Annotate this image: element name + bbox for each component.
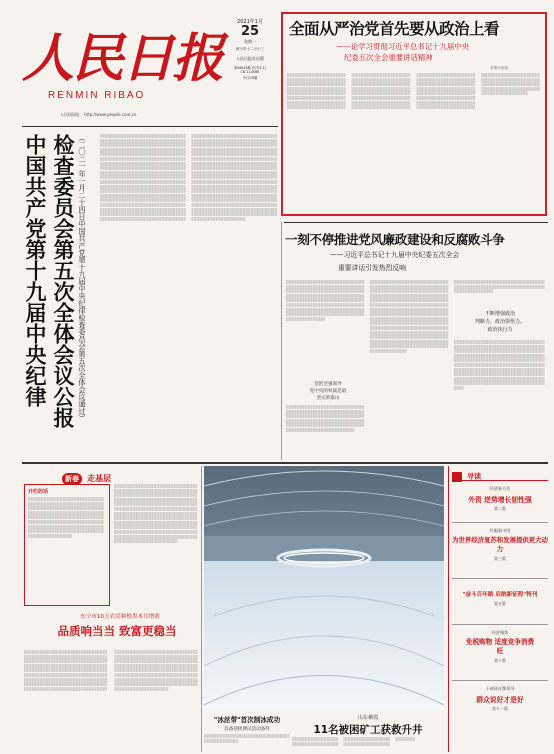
sidebar-rule-3 <box>452 624 548 625</box>
website: 人民网网址：http://www.people.com.cn <box>60 112 137 117</box>
reaction-body-5: ░░░░░░░░░░░░░░░░░░░░░░░░░░░░░░░░░░░░░░░░░░░░░░░░░░░░░░░░░░░░░░░░░░░░░░░░░░░░░░░░░░░░░░░░░░░░░░░░░░░░░░░░░░░░░░░░░░░░░░░░░░░░░░░░░░░░░░░░░░░░░░░░░░░░░░░░░░░░░░░░░░░░░░░░░░░░░░░░░░░░░░░░░░░░░░░░░░░░░░░░░░░░░░░░░░░░░░░░░░░░░░░░░░░░░░░░░░░░░░░░░░░░░░░░░░░░░░░░░░░░░░░░░░░░░░░░░░░░░░░░░░░░░░░░░░░░░░░░░░░░░░░░░░░░░░░░░░░░░░░░░░░░░░░░░░░░░░░░░░░░░░░░░░░░░░░░░░░░░░░░░░░░░░░░░░░░░░ <box>454 340 545 390</box>
commentary-byline: 本报评论部 <box>490 66 508 70</box>
sidebar-item-kicker: 经济聚焦 <box>491 630 509 635</box>
reaction-body-1: ░░░░░░░░░░░░░░░░░░░░░░░░░░░░░░░░░░░░░░░░░░░░░░░░░░░░░░░░░░░░░░░░░░░░░░░░░░░░░░░░░░░░░░░░░░░░░░░░░░░░░░░░░░░░░░░░░░░░░░░░░░░░░░░░░░░░░░░░░░░░░░░░░░░░░░░░░░░░░░░░░░░░░░░░░░░░░░░░░░░░░░░░░░░░░░░░░░░░░░░░░░░░░░░░░░░░░░░░░░░░░░░░░░░░░░░░░░░░░░░░░░░░░░░░░░░░░░░░░░░░░░░░░░░░░░░░ <box>286 280 365 321</box>
sidebar-rule-1 <box>452 522 548 523</box>
sidebar-item-title: 为世界经济复苏和发展提供更大动力 <box>452 536 548 553</box>
sidebar-item-page: 第三版 <box>494 556 506 561</box>
miners-body: ░░░░░░░░░░░░░░░░░░░░░░░░░░░░░░░░░░░░░░░░░░░░░░░░░░░░░░░░░░░░░░░░░░░░░░░░░░░░░░░░░░░░ <box>292 737 415 746</box>
sidebar-item-page: 第五版 <box>494 601 506 606</box>
miners-headline: 11名被困矿工获救升井 <box>313 724 423 736</box>
column-banner <box>62 466 152 483</box>
sidebar-item-title: 免税购物 适度竞争消费旺 <box>465 638 535 655</box>
issue-no: 第26043期 (代号1-1) <box>234 66 266 70</box>
miners-kicker: 山东栖霞 <box>357 715 379 721</box>
publisher: 人民日报社出版 <box>236 56 264 61</box>
communique-subtitle: （二〇二一年一月二十四日中国共产党第十九届中央纪律检查委员会第五次全体会议通过） <box>78 134 87 422</box>
sidebar-item-page: 第二版 <box>494 506 506 511</box>
black-fungus-kicker: 东宁市10万农民种植黑木耳增收 <box>80 614 160 620</box>
opening-title: 开栏的话 <box>28 489 49 495</box>
commentary-subtitle-2: 纪委五次全会重要讲话精神 <box>344 53 433 62</box>
pull-line-1: 党的坚强领导 <box>314 382 342 387</box>
date-year-month: 2021年1月 <box>237 19 263 25</box>
reaction-subtitle-2: 重要讲话引发热烈反响 <box>338 264 406 272</box>
sidebar-header <box>452 466 548 481</box>
ice-ribbon-image <box>204 466 444 710</box>
sidebar-item-kicker: 经济新方位 <box>489 486 511 491</box>
sidebar-item-3[interactable] <box>452 590 548 607</box>
right-pull-line-2: 判断力、政治领悟力、 <box>474 319 525 325</box>
opening-body: ░░░░░░░░░░░░░░░░░░░░░░░░░░░░░░░░░░░░░░░░░░░░░░░░░░░░░░░░░░░░░░░░░░░░░░░░░░░░░░░░░░░░░░░░░░░░░░░░░░░░░░░░░░░░░░░░░░░░░░░░░░░░░░░░░░░░░░░░░░░░░░░░░░░░░░░░░░░░░░░░░░░░░░░░░░░░░░░░░░░░░░░░░░░░░░░░░░░░░░░░░░░░░░░░░░░░░░░░░░░░░░░░░░░░░░░░░░░░░░░░░░░░░░░░░░░░░░░░░░░░░░░░░░ <box>28 497 104 538</box>
reaction-pull-quote <box>295 381 361 402</box>
black-fungus-body: ░░░░░░░░░░░░░░░░░░░░░░░░░░░░░░░░░░░░░░░░░░░░░░░░░░░░░░░░░░░░░░░░░░░░░░░░░░░░░░░░░░░░░░░░░░░░░░░░░░░░░░░░░░░░░░░░░░░░░░░░░░░░░░░░░░░░░░░░░░░░░░░░░░░░░░░░░░░░░░░░░░░░░░░░░░░░░░░░░░░░░░░░░░░░░░░░░░░░░░░░░░░░░░░░░░░░░░░░░░░░░░░░░░░░░░░░░░░░░░░░░░░░░░░░░░░░░░░░░░░░░░░░░░░░░░░░░░░░░░░░░░░░░░░░░░░░░░░░░░░░░░░░░░░░░░░░░░░░░░░░░░░░░░░░░░░░░░░░░░░░░░░░░░░░░░░░░░░░░░░░░░░░░░░░░░░░░░░░░░░░░░░░░░░░░░░░░░░░░░░░░░░░░░░░░░░░░░░░░░░░░░░░░░░░░░░░░░░░░░░░░░░░░░░░░░░░░░░░░░░░░░░░░░░░░░░░░░░░░░░░░░░░░░░░░░░░░░░░░░░░░░░░░░░░░░░░░░░░░░░░░░░░░░░░░░░░░░░░░░░░░░░░░░░░░░░░░░░░░░░░░░░░░░░░░░░░░░░░░░░░░░░░░░░░░░░░░░░░░░░░ <box>24 650 198 691</box>
sidebar-item-title: 外资 逆势增长韧性强 <box>468 496 532 504</box>
sidebar-item-2[interactable] <box>452 528 548 562</box>
photo-caption-title: "冰丝带"首次制冰成功 <box>213 716 281 724</box>
sidebar-item-page: 第十一版 <box>492 706 508 711</box>
communique-body: ░░░░░░░░░░░░░░░░░░░░░░░░░░░░░░░░░░░░░░░░░░░░░░░░░░░░░░░░░░░░░░░░░░░░░░░░░░░░░░░░░░░░░░░░░░░░░░░░░░░░░░░░░░░░░░░░░░░░░░░░░░░░░░░░░░░░░░░░░░░░░░░░░░░░░░░░░░░░░░░░░░░░░░░░░░░░░░░░░░░░░░░░░░░░░░░░░░░░░░░░░░░░░░░░░░░░░░░░░░░░░░░░░░░░░░░░░░░░░░░░░░░░░░░░░░░░░░░░░░░░░░░░░░░░░░░░░░░░░░░░░░░░░░░░░░░░░░░░░░░░░░░░░░░░░░░░░░░░░░░░░░░░░░░░░░░░░░░░░░░░░░░░░░░░░░░░░░░░░░░░░░░░░░░░░░░░░░░░░░░░░░░░░░░░░░░░░░░░░░░░░░░░░░░░░░░░░░░░░░░░░░░░░░░░░░░░░░░░░░░░░░░░░░░░░░░░░░░░░░░░░░░░░░░░░░░░░░░░░░░░░░░░░░░░░░░░░░░░░░░░░░░░░░░░░░░░░░░░░░░░░░░░░░░░░░░░░░░░░░░░░░░░░░░░░░░░░░░░░░░░░░░░░░░░░░░░░░░░░░░░░░░░░░░░░░░░░░░░░░░░░░░░░░░░░░░░░░░░░░░░░░░░░░░░░░░░░░░░░░░░░░░░░░░░░░░░░░░░░░░░░░░░░░░░░░░░░░░░░░░░░░░░░░░░░░░░░░░░░░░░░░░░░░░░░░░░░░░░░░░░░░░░░░░░░░░░░░░░░░░░░░░░░░░░░░░░░░░░░░░░░░░░░░░░░░░░░░░░░░░░░░░░░░░░░░░░░░░░░░░░░░░░░░░░░░░░░░░░░░░░░░░░░░░░░░░░░░░░░░░░░░░░░░░░░░░░░░░░░░░░░░░░░░░░░░░░░░░░░░░░░░░░░░░░░░░░░░░░░░░░░░░░░░░░░░░░░░░░░░░░░░░░░░░░░░░░░░░░░░░░░░░░░░░░░░░░░░░░░░░░░░░░░░░░░░░░░░░░░░░░░░░░░░░░░░░░░░░░░░░░░░░░░░░░░░░░░░░░░░░░░░░░░░░░░░░░░░░░░░░░░░░░░░░░░░░░░░░░░░░░░░░░░░░░░░░░░░░░░░░░░░░░░░░░░░░░░░░░░░░░░░░░░░░░░░░░░░░░░░░░░░░░░░░░░░░░░░░░░░░░░░░░░░░░░░░░░░░░░░░░░░░░░░░░░░░░░░░░░░░░░░░░░░░░░░░░░░░░░░░░░░░░░░░░░░░░░░░░░░░░░░░░░░░░░░░░░░░░░░░░░░░░░░░░░░░░░░░░░░░░░░░░░░░░░░░░░░░░░░░░░░░░░░░░░░░░░░░░░░░░░░░░░░░░░░░░░░░░░ <box>100 134 278 221</box>
masthead-title: 人民日报 <box>22 28 223 89</box>
divider-v-1 <box>281 222 282 460</box>
column-badge: 新春 <box>62 473 82 485</box>
photo-caption-sub: 具备迎接测试活动条件 <box>224 727 270 732</box>
sidebar-rule-4 <box>452 680 548 681</box>
date-block <box>224 18 276 81</box>
pull-line-2: 党中央的权威是最 <box>309 389 347 394</box>
sidebar-header-label: 导读 <box>467 472 482 481</box>
divider-mid-right <box>284 222 548 223</box>
date-day: 25 <box>240 24 260 39</box>
sidebar-rule-0 <box>452 480 548 481</box>
right-pull-line-1: 不断增强政治 <box>484 311 515 317</box>
commentary-body: ░░░░░░░░░░░░░░░░░░░░░░░░░░░░░░░░░░░░░░░░░░░░░░░░░░░░░░░░░░░░░░░░░░░░░░░░░░░░░░░░░░░░░░░░░░░░░░░░░░░░░░░░░░░░░░░░░░░░░░░░░░░░░░░░░░░░░░░░░░░░░░░░░░░░░░░░░░░░░░░░░░░░░░░░░░░░░░░░░░░░░░░░░░░░░░░░░░░░░░░░░░░░░░░░░░░░░░░░░░░░░░░░░░░░░░░░░░░░░░░░░░░░░░░░░░░░░░░░░░░░░░░░░░░░░░░░░░░░░░░░░░░░░░░░░░░░░░░░░░░░░░░░░░░░░░░░░░░░░░░░░░░░░░░░░░░░░░░░░░░░░░░░░░░░░░░░░░░░░░░░░░░░░░░░░░░░░░░░░░░░░░░░░░░░░░░░░░░░░░░░░░░░░░░░░░░░░░░░░░░░░░░░░░░░░░░░░░░░░░░░░░░░░░░░░░░░░░░░░░░░░░░░░░░░░░░░░░░░░░░░░░░░░░░░░░░░░░░░░░░░░░░░░░░░░░░░░░░░░░░░░░░░░░░░░░░░░░░░░░░░░░░░░░░░░░░░░░░░░░░░░░░░░░░░░░░░░░░░░░░░░░░░░░░░░░░░░░░░░░░░░░░░░░░░░░░░░░░░░░░░░░░░░░░░░░░░░░░░░░░░░░░░░░░░░░░░░░░░░░░░░░░░░░░░░░░░░░░░░░░░░░░░░░░░░░░ <box>287 73 541 110</box>
divider-lower <box>22 462 548 464</box>
sidebar-item-page: 第十版 <box>494 658 506 663</box>
cn-no: CN 11-0065 <box>240 70 260 74</box>
weekday: 星期一 <box>244 39 256 44</box>
sidebar-item-title: "奋斗百年路 启航新征程"特刊 <box>462 592 538 598</box>
ice-ribbon-photo <box>204 466 444 710</box>
today-pages: 今日20版 <box>242 76 258 80</box>
sidebar-item-1[interactable] <box>452 486 548 512</box>
masthead-pinyin: RENMIN RIBAO <box>48 90 146 101</box>
reaction-subtitle-1: ——习近平总书记十九届中央纪委五次全会 <box>330 251 460 259</box>
grassroots-body-top: ░░░░░░░░░░░░░░░░░░░░░░░░░░░░░░░░░░░░░░░░░░░░░░░░░░░░░░░░░░░░░░░░░░░░░░░░░░░░░░░░░░░░░░░░░░░░░░░░░░░░░░░░░░░░░░░░░░░░░░░░░░░░░░░░░░░░░░░░░░░░░░░░░░░░░░░░░░░░░░░░░░░░░░░░░░░░░░░░░░░░░░░░░░░░░░░░░░░░░░░░░░░░░░░░░░░░░░░░░░░░░░░░░░░░░░░░░░░░░░░░░░░░░░░░░░░░░░░░░░░░░░░░░░░░░░░░░░░░░░░░░░░░░░░░░░░░░░░░░░░░░░░░░░░░░░░░░░░░░░░░░░░░░░░░░░░░░░░░░░░░░░░░░░░░░░░░░░░░░░░░░░░░░░░░░░░░░░░░░░░░░░░░░░░░░░░░░░░░░░░░░░░░░░░░░░░░░░░░░░░░░░░░░░░░░░░░░░ <box>114 484 198 544</box>
photo-caption-body: ░░░░░░░░░░░░░░░░░░░░░░░░░░░░░░░░░░░░░░░░░░░░░░░░░ <box>204 734 290 743</box>
reaction-headline: 一刻不停推进党风廉政建设和反腐败斗争 <box>285 232 505 247</box>
divider-v-3 <box>201 466 202 752</box>
divider-top <box>22 126 278 127</box>
sidebar-item-title: 群众说好才是好 <box>476 696 524 704</box>
sidebar-item-kicker: 外眼看中国 <box>489 528 511 533</box>
sidebar-item-5[interactable] <box>452 686 548 712</box>
column-name: 走基层 <box>87 474 112 483</box>
sidebar-item-kicker: 干部伙伴都领导 <box>485 686 515 691</box>
reaction-right-pull <box>458 310 542 334</box>
reaction-body-4: ░░░░░░░░░░░░░░░░░░░░░░░░░░░░░░░░░░░░░░░░░░░░░░░░░░░░░░░░░░░░░░░░░░░░░░░░░░░░░░░░░░░░░░░░░░ <box>454 280 545 294</box>
commentary-subtitle-1: ——论学习贯彻习近平总书记十九届中央 <box>336 42 470 51</box>
right-pull-line-3: 政治执行力 <box>487 327 513 333</box>
photo-caption <box>204 714 290 750</box>
sidebar-rule-2 <box>452 578 548 579</box>
reaction-body-2: ░░░░░░░░░░░░░░░░░░░░░░░░░░░░░░░░░░░░░░░░░░░░░░░░░░░░░░░░░░░░░░░░░░░░░░░░░░░░░░░░░░░░░░░░░░░░░░░░░░░░░░░░░░░░░░░░░░░░░░░░░░░░░░░░░░░░░░░░░░░░░░░░░░░░░░░░░░░░░░░░░░░░░░░░░░░░░░░░░░░░░░░░░░░░ <box>286 405 365 432</box>
opening-box <box>24 484 110 606</box>
black-fungus-headline: 品质响当当 致富更稳当 <box>57 624 177 638</box>
communique-title-line1: 中国共产党第十九届中央纪律 <box>23 134 47 407</box>
divider-v-2 <box>448 466 449 752</box>
sidebar-item-4[interactable] <box>452 630 548 664</box>
lunar-date: 庚子年十二月十三 <box>236 47 264 51</box>
reaction-body-3: ░░░░░░░░░░░░░░░░░░░░░░░░░░░░░░░░░░░░░░░░░░░░░░░░░░░░░░░░░░░░░░░░░░░░░░░░░░░░░░░░░░░░░░░░░░░░░░░░░░░░░░░░░░░░░░░░░░░░░░░░░░░░░░░░░░░░░░░░░░░░░░░░░░░░░░░░░░░░░░░░░░░░░░░░░░░░░░░░░░░░░░░░░░░░░░░░░░░░░░░░░░░░░░░░░░░░░░░░░░░░░░░░░░░░░░░░░░░░░░░░░░░░░░░░░░░░░░░░░░░░░░░░░░░░░░░░░░░░░░░░░░░░░░░░░░░░░░░░░░░░░░░░░░░░░░░░░░░░░░░░░░░░░░░░░░░░░░░░░░░░░░░░░░░░░░░░░░░░░░░░░░░░░░░░░░░░░░░░░░░░░░░░░░░░░░░░░░░░░░░░░░░░░░░░░░░░░░░░░░░░░░░░░░░░░░░░░░░░░░░░░░░░░░░░░░░░░░░░░░░░░░░░░░░░░░░░░░░░░░░░░░░░░░░░░░░░░░░ <box>370 280 449 353</box>
pull-line-3: 坚实的靠山 <box>316 396 340 401</box>
communique-title-line2: 检查委员会第五次全体会议公报 <box>51 134 75 428</box>
commentary-headline: 全面从严治党首先要从政治上看 <box>289 20 500 38</box>
